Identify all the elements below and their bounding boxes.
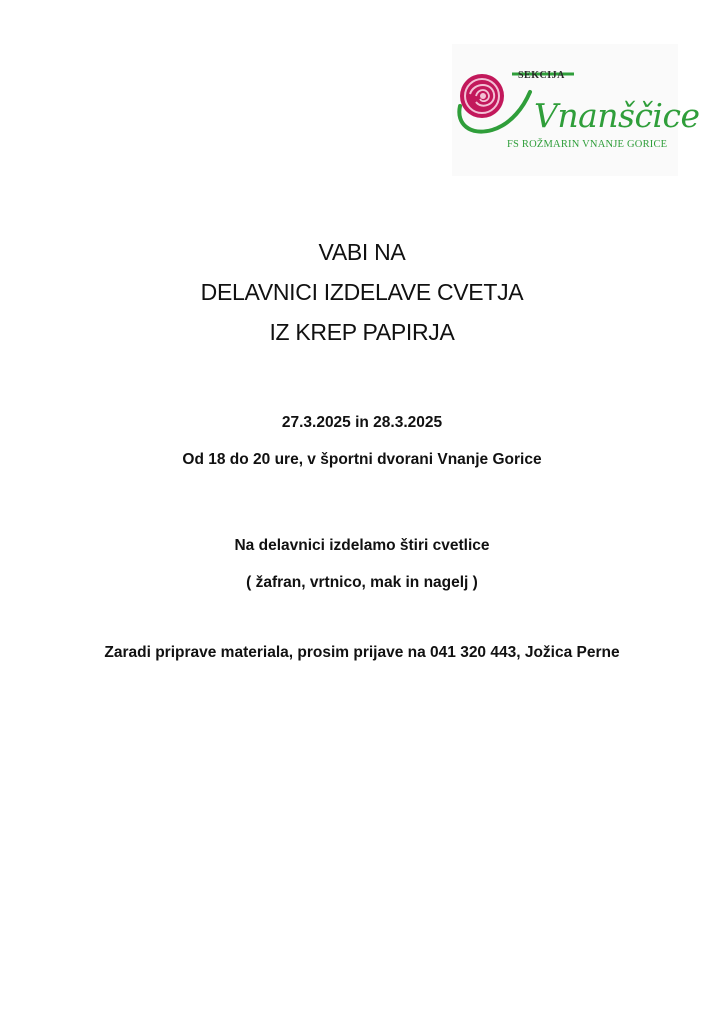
event-time-place: Od 18 do 20 ure, v športni dvorani Vnanje Gorice	[182, 451, 542, 468]
title-line-1: VABI NA	[318, 239, 406, 265]
title-line-2: DELAVNICI IZDELAVE CVETJA	[200, 279, 524, 305]
invitation-title	[0, 232, 724, 352]
logo-sekcija-text: SEKCIJA	[518, 70, 565, 81]
flowers-intro: Na delavnici izdelamo štiri cvetlice	[234, 537, 490, 554]
registration-info: Zaradi priprave materiala, prosim prijave na 041 320 443, Jožica Perne	[104, 644, 620, 661]
logo-name-text: Vnanščice	[534, 96, 700, 135]
title-line-3: IZ KREP PAPIRJA	[269, 319, 455, 345]
section-logo	[452, 44, 700, 176]
flowers-list: ( žafran, vrtnico, mak in nagelj )	[246, 574, 478, 591]
logo-subtitle-text: FS ROŽMARIN VNANJE GORICE	[507, 139, 668, 150]
event-dates: 27.3.2025 in 28.3.2025	[281, 414, 443, 431]
